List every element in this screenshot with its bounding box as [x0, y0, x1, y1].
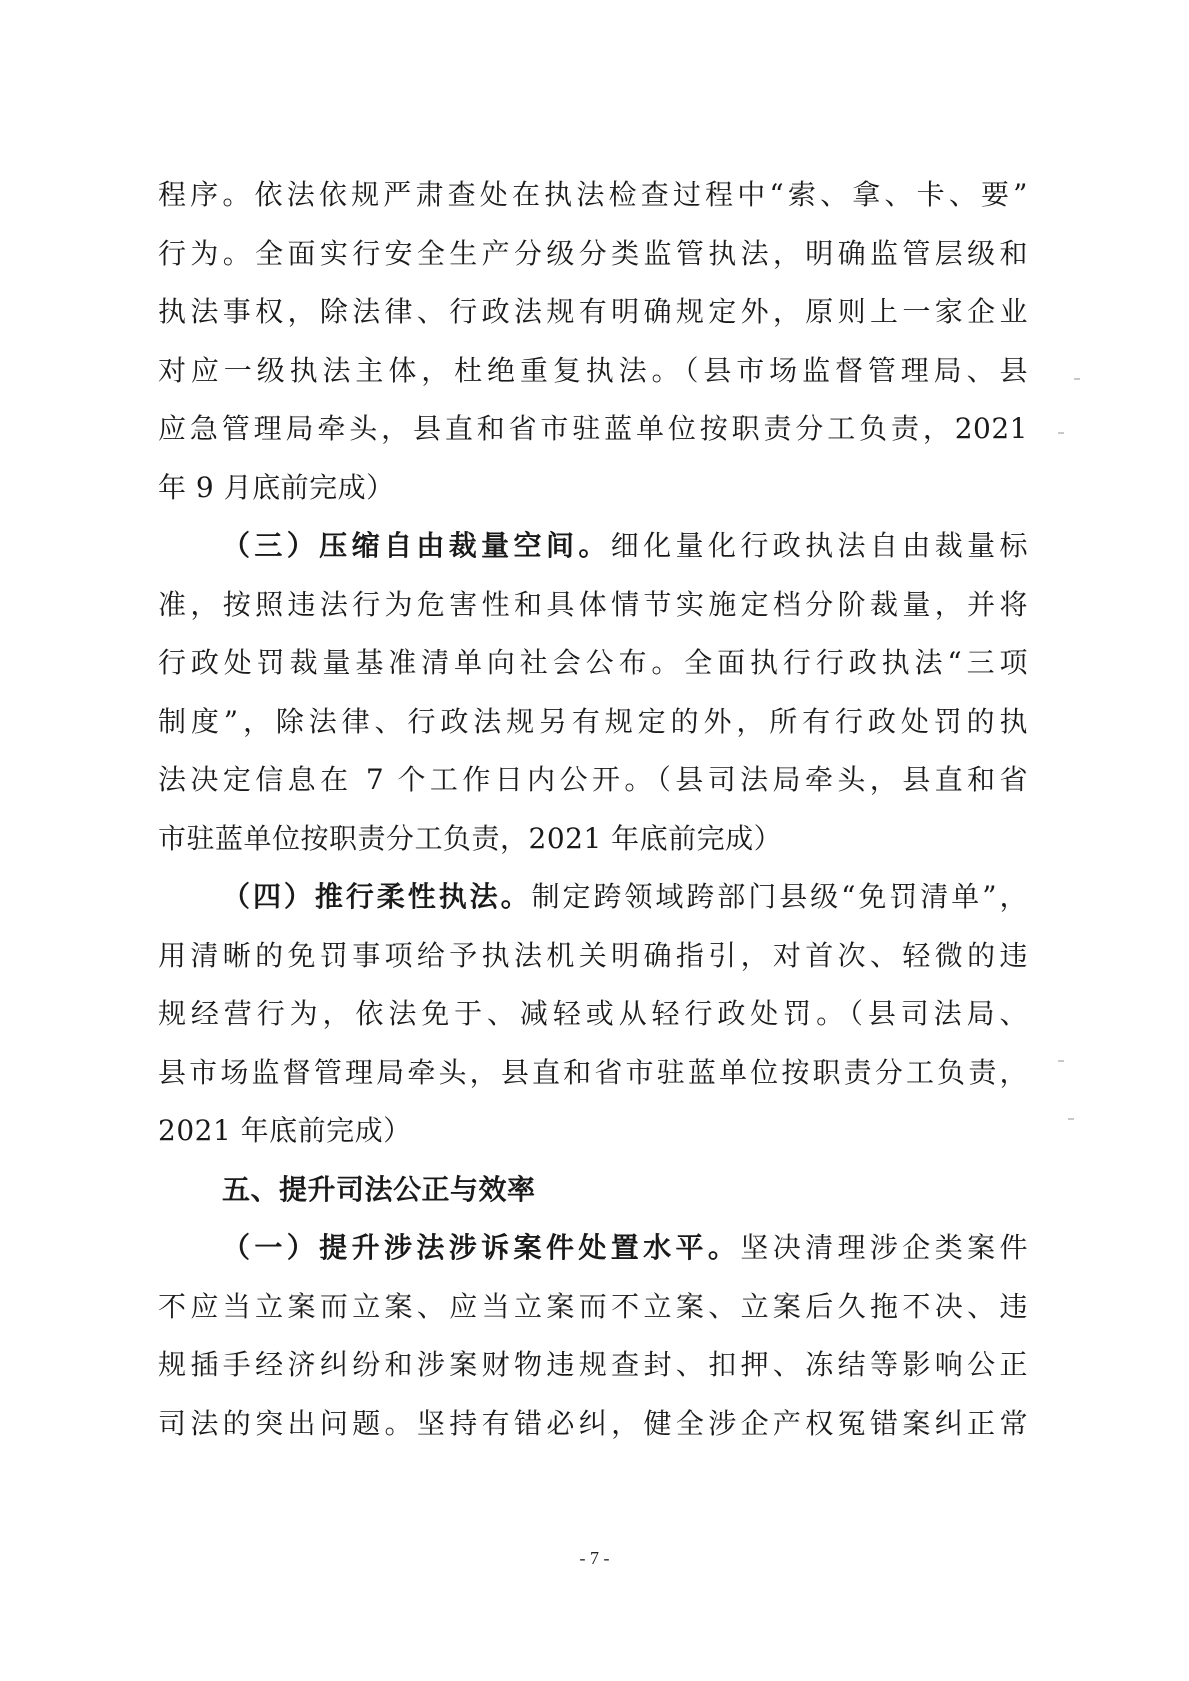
text-line: [158, 166, 1028, 225]
section-heading: [158, 1161, 1028, 1220]
text-line: [158, 1278, 1028, 1337]
text-line: [158, 810, 1028, 869]
line-text: 行为。全面实行安全生产分级分类监管执法，明确监管层级和: [158, 236, 1028, 270]
text-line: [158, 693, 1028, 752]
text-line: [158, 1102, 1028, 1161]
scan-mark: [1058, 1060, 1064, 1062]
text-line: [158, 225, 1028, 284]
line-text: 执法事权，除法律、行政法规有明确规定外，原则上一家企业: [158, 295, 1028, 328]
text-line: [158, 342, 1028, 401]
text-line: [158, 1336, 1028, 1395]
line-text: 司法的突出问题。坚持有错必纠，健全涉企产权冤错案纠正常: [158, 1406, 1028, 1440]
line-text: 准，按照违法行为危害性和具体情节实施定档分阶裁量，并将: [158, 587, 1028, 621]
text-line: [158, 634, 1028, 693]
subsection-title: （四）推行柔性执法。: [222, 880, 532, 913]
line-text: 细化量化行政执法自由裁量标: [610, 529, 1028, 562]
text-line: [158, 517, 1028, 576]
line-text: 规插手经济纠纷和涉案财物违规查封、扣押、冻结等影响公正: [158, 1348, 1028, 1381]
text-line: [158, 1395, 1028, 1454]
line-text: 程序。依法依规严肃查处在执法检查过程中“索、拿、卡、要”: [158, 178, 1028, 211]
line-text: 县市场监督管理局牵头，县直和省市驻蓝单位按职责分工负责，: [158, 1055, 1028, 1089]
text-line: [158, 283, 1028, 342]
subsection-title: （一）提升涉法涉诉案件处置水平。: [222, 1231, 741, 1264]
page-number: - 7 -: [579, 1548, 610, 1568]
scan-mark: [1074, 378, 1080, 380]
scan-mark: [1068, 1118, 1074, 1120]
text-line: [158, 868, 1028, 927]
text-line: [158, 576, 1028, 635]
text-line: [158, 400, 1028, 459]
line-text: 用清晰的免罚事项给予执法机关明确指引，对首次、轻微的违: [158, 938, 1028, 972]
text-line: [158, 459, 1028, 518]
text-line: [158, 927, 1028, 986]
scan-mark: [1058, 432, 1064, 434]
line-text: 不应当立案而立案、应当立案而不立案、立案后久拖不决、违: [158, 1289, 1028, 1323]
heading-text: 五、提升司法公正与效率: [222, 1172, 536, 1206]
line-text: 法决定信息在 7 个工作日内公开。（县司法局牵头，县直和省: [158, 763, 1028, 796]
line-text: 对应一级执法主体，杜绝重复执法。（县市场监督管理局、县: [158, 353, 1028, 387]
line-text: 2021 年底前完成）: [158, 1114, 412, 1147]
line-text: 规经营行为，依法免于、减轻或从轻行政处罚。（县司法局、: [158, 997, 1028, 1030]
text-line: [158, 1219, 1028, 1278]
line-text: 行政处罚裁量基准清单向社会公布。全面执行行政执法“三项: [158, 646, 1028, 679]
line-text: 制度”，除法律、行政法规另有规定的外，所有行政处罚的执: [158, 704, 1028, 738]
line-text: 应急管理局牵头，县直和省市驻蓝单位按职责分工负责，2021: [158, 412, 1028, 445]
line-text: 制定跨领域跨部门县级“免罚清单”，: [531, 880, 1028, 913]
line-text: 市驻蓝单位按职责分工负责，2021 年底前完成）: [158, 821, 783, 855]
subsection-title: （三）压缩自由裁量空间。: [222, 529, 611, 562]
text-line: [158, 985, 1028, 1044]
line-text: 坚决清理涉企类案件: [740, 1231, 1028, 1264]
line-text: 年 9 月底前完成）: [158, 470, 395, 504]
text-line: [158, 1044, 1028, 1103]
text-line: [158, 751, 1028, 810]
body-text: [158, 166, 1028, 1453]
